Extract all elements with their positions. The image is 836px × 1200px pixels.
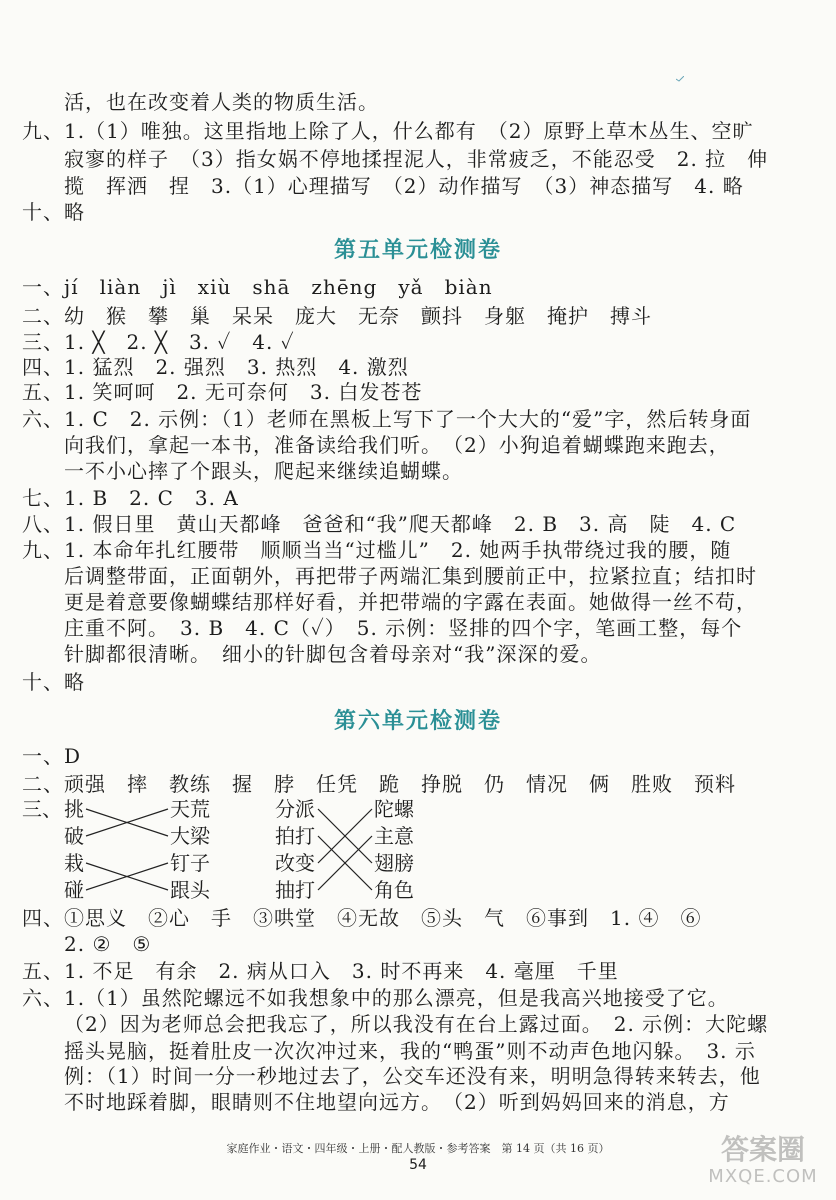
- tick-mark-icon: [676, 76, 684, 82]
- watermark-url: MXQE.COM: [708, 1166, 818, 1187]
- match-right-word: 主意: [374, 824, 414, 848]
- text-line: 四、1. 猛烈 2. 强烈 3. 热烈 4. 激烈: [22, 355, 409, 379]
- match-left-word: 改变: [275, 851, 315, 875]
- text-line: 七、1. B 2. C 3. A: [22, 486, 239, 510]
- match-right-word: 跟头: [170, 878, 210, 902]
- text-line: 五、1. 笑呵呵 2. 无可奈何 3. 白发苍苍: [22, 380, 423, 404]
- text-line: 向我们，拿起一本书，准备读给我们听。 （2）小狗追着蝴蝶跑来跑去，: [64, 433, 730, 457]
- text-line: 例：（1）时间一分一秒地过去了，公交车还没有来，明明急得转来转去，他: [64, 1064, 761, 1088]
- text-line: 十、略: [22, 670, 85, 694]
- section-title: 第六单元检测卷: [333, 708, 502, 734]
- text-line: 九、1. 本命年扎红腰带 顺顺当当“过槛儿” 2. 她两手执带绕过我的腰，随: [22, 538, 732, 562]
- text-line: 二、顽强 摔 教练 握 脖 任凭 跪 挣脱 仍 情况 俩 胜败 预料: [22, 772, 736, 796]
- match-left-word: 破: [64, 824, 84, 848]
- match-right-word: 陀螺: [374, 797, 414, 821]
- page-number: 54: [409, 1157, 427, 1173]
- text-line: 一、D: [22, 744, 82, 768]
- text-line: 针脚都很清晰。 细小的针脚包含着母亲对“我”深深的爱。: [64, 642, 602, 666]
- text-line: 六、1.（1）虽然陀螺远不如我想象中的那么漂亮，但是我高兴地接受了它。: [22, 986, 729, 1010]
- text-line: 庄重不阿。 3. B 4. C（✓） 5. 示例：竖排的四个字，笔画工整，每个: [64, 616, 743, 640]
- text-line: 2. ② ⑤: [64, 932, 152, 956]
- page-footer: 家庭作业・语文・四年级・上册・配人教版・参考答案 第 14 页（共 16 页）: [226, 1142, 610, 1155]
- match-right-word: 翅膀: [374, 851, 414, 875]
- text-line: 活，也在改变着人类的物质生活。: [64, 90, 379, 114]
- text-line: 六、1. C 2. 示例：（1）老师在黑板上写下了一个大大的“爱”字，然后转身面: [22, 407, 752, 431]
- watermark-title: 答案圈: [720, 1133, 805, 1166]
- text-line: 五、1. 不足 有余 2. 病从口入 3. 时不再来 4. 毫厘 千里: [22, 959, 619, 983]
- text-line: 一、jí liàn jì xiù shā zhēng yǎ biàn: [22, 275, 493, 299]
- text-line: 二、幼 猴 攀 巢 呆呆 庞大 无奈 颤抖 身躯 掩护 搏斗: [22, 304, 652, 328]
- section-title: 第五单元检测卷: [333, 237, 502, 263]
- match-left-word: 抽打: [275, 878, 315, 902]
- text-line: 九、1.（1）唯独。这里指地上除了人，什么都有 （2）原野上草木丛生、空旷: [22, 119, 754, 143]
- match-right-word: 角色: [374, 878, 414, 902]
- match-right-word: 钉子: [170, 851, 210, 875]
- match-left-word: 挑: [64, 797, 84, 821]
- text-line: 四、①思义 ②心 手 ③哄堂 ④无故 ⑤头 气 ⑥事到 1. ④ ⑥: [22, 906, 702, 930]
- text-line: 揽 挥洒 捏 3.（1）心理描写 （2）动作描写 （3）神态描写 4. 略: [64, 174, 744, 198]
- matching-label: 三、: [22, 797, 62, 821]
- text-line: （2）因为老师总会把我忘了，所以我没有在台上露过面。 2. 示例：大陀螺: [64, 1012, 769, 1036]
- match-left-word: 碰: [64, 878, 84, 902]
- watermark-logo: [698, 1134, 828, 1192]
- match-right-word: 天荒: [170, 797, 210, 821]
- match-left-word: 栽: [64, 851, 84, 875]
- text-line: 八、1. 假日里 黄山天都峰 爸爸和“我”爬天都峰 2. B 3. 高 陡 4. C: [22, 512, 737, 536]
- text-line: 三、1. ╳ 2. ╳ 3. ✓ 4. ✓: [22, 330, 295, 354]
- match-left-word: 拍打: [275, 824, 315, 848]
- text-line: 摇头晃脑，挺着肚皮一次次冲过来，我的“鸭蛋”则不动声色地闪躲。 3. 示: [64, 1039, 756, 1063]
- text-line: 后调整带面，正面朝外，再把带子两端汇集到腰前正中，拉紧拉直；结扣时: [64, 564, 757, 588]
- text-line: 更是着意要像蝴蝶结那样好看，并把带端的字露在表面。她做得一丝不苟，: [64, 590, 757, 614]
- text-line: 一不小心摔了个跟头，爬起来继续追蝴蝶。: [64, 459, 463, 483]
- match-right-word: 大梁: [170, 824, 210, 848]
- match-left-word: 分派: [275, 797, 315, 821]
- text-line: 不时地踩着脚，眼睛则不住地望向远方。 （2）听到妈妈回来的消息，方: [64, 1090, 730, 1114]
- text-line: 十、略: [22, 200, 85, 224]
- text-line: 寂寥的样子 （3）指女娲不停地揉捏泥人，非常疲乏，不能忍受 2. 拉 伸: [64, 147, 769, 171]
